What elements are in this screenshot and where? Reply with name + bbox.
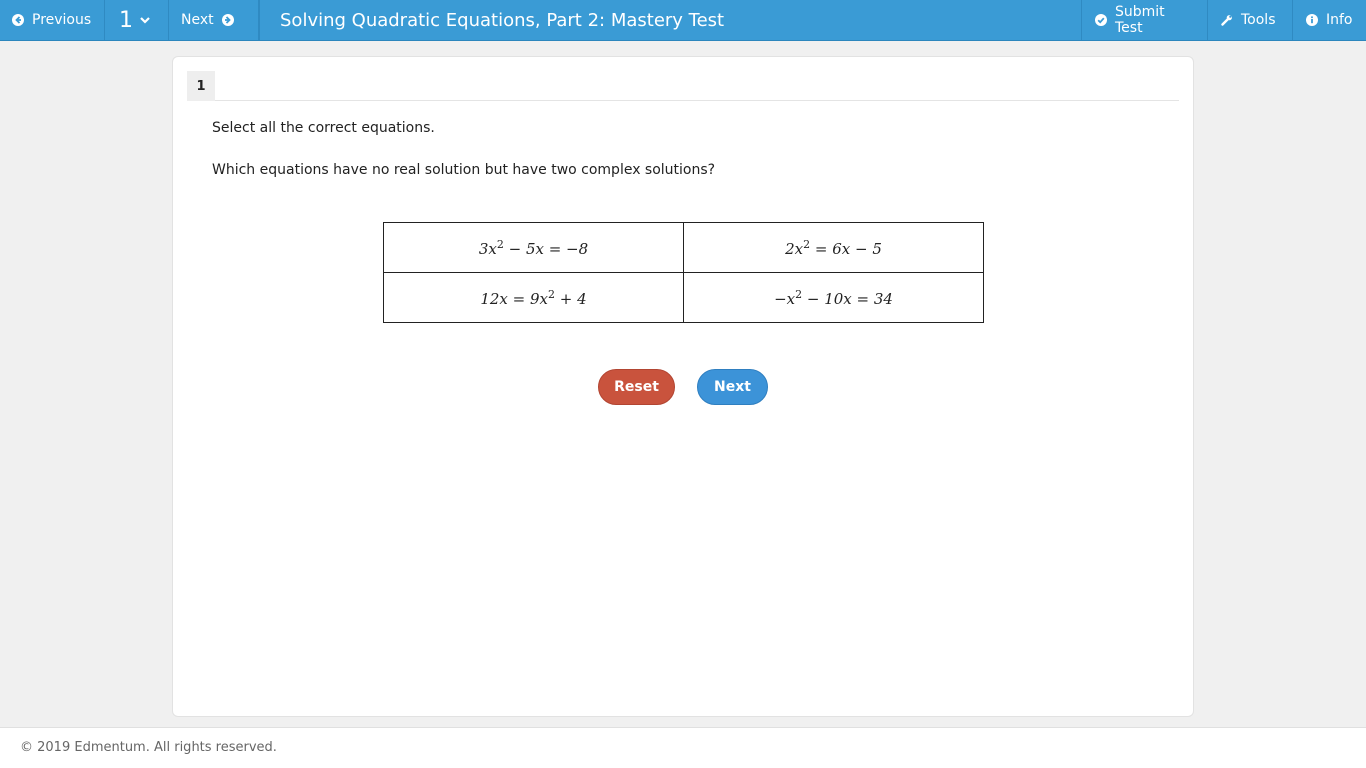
toolbar-right-group (1081, 0, 1366, 40)
previous-button[interactable] (0, 0, 105, 40)
next-button[interactable]: Next (697, 369, 768, 405)
check-circle-icon (1095, 14, 1107, 26)
submit-test-button[interactable] (1081, 0, 1207, 40)
info-button[interactable] (1292, 0, 1366, 40)
question-prompt: Which equations have no real solution but have two complex solutions? (212, 162, 716, 178)
question-number: 1 (119, 7, 133, 33)
test-title: Solving Quadratic Equations, Part 2: Mastery Test (259, 0, 1081, 40)
wrench-icon (1221, 14, 1233, 26)
equation-option-4[interactable] (684, 273, 984, 323)
equation-text: $3x^2 - 5x = -8$ (478, 237, 589, 258)
question-tab[interactable]: 1 (187, 71, 215, 101)
equation-option-2[interactable] (684, 223, 984, 273)
question-card (172, 56, 1194, 717)
previous-label: Previous (32, 12, 92, 28)
chevron-down-icon (139, 14, 151, 26)
next-question-button[interactable] (169, 0, 259, 40)
question-selector[interactable] (105, 0, 169, 40)
question-tab-row (187, 71, 1179, 101)
tools-button[interactable] (1207, 0, 1292, 40)
equation-text: $2x^2 = 6x - 5$ (785, 237, 882, 258)
info-label: Info (1326, 12, 1353, 28)
top-toolbar (0, 0, 1366, 41)
info-circle-icon (1306, 14, 1318, 26)
arrow-right-circle-icon (222, 14, 234, 26)
equation-option-3[interactable] (384, 273, 684, 323)
next-label: Next (181, 12, 214, 28)
footer (0, 727, 1366, 768)
equation-text: $-x^2 - 10x = 34$ (774, 287, 893, 308)
submit-label: Submit Test (1115, 4, 1165, 36)
equation-options-table (383, 222, 984, 323)
reset-button[interactable]: Reset (598, 369, 675, 405)
equation-option-1[interactable] (384, 223, 684, 273)
tools-label: Tools (1241, 12, 1276, 28)
arrow-left-circle-icon (12, 14, 24, 26)
question-instruction: Select all the correct equations. (212, 120, 435, 136)
equation-text: $12x = 9x^2 + 4$ (480, 287, 587, 308)
copyright-text: © 2019 Edmentum. All rights reserved. (20, 740, 277, 755)
